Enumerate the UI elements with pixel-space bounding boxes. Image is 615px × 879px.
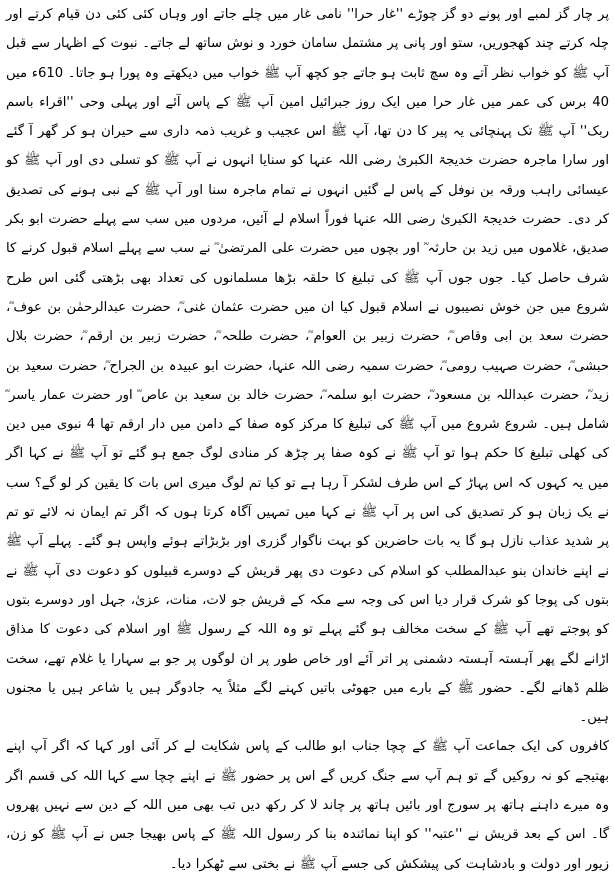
paragraph-abu-talib: کافروں کی ایک جماعت آپ ﷺ کے چچا جناب ابو طالب کے پاس شکایت لے کر آئی اور کہا کہ اگر آپ اپنے بھتیجے کو نہ روکیں گے تو ہم آپ سے جنگ کریں گے اس پر حضور ﷺ نے اپنے چچا سے کہا اللہ کی قسم اگر وہ میرے داہنے ہاتھ پر سورج اور بائیں ہاتھ پر چاند لا کر رکھ دیں تب بھی میں اللہ کے دین سے نہیں پھروں گا۔ اس کے بعد قریش نے ''عتبہ'' کو اپنا نمائندہ بنا کر رسول اللہ ﷺ کے پاس بھیجا جس نے آپ ﷺ کو زن، زیور اور دولت و بادشاہت کی پیشکش کی جسے آپ ﷺ نے بختی سے ٹھکرا دیا۔ bbox=[6, 739, 609, 872]
document-page bbox=[6, 0, 609, 872]
paragraph-prophethood: پر چار گز لمبے اور پونے دو گز چوڑے ''غار حرا'' نامی غار میں چلے جاتے اور وہاں کئی کئی دن قیام کرتے اور چلہ کرتے چند کھجوریں، ستو اور پانی پر مشتمل سامان خورد و نوش ساتھ لے جاتے۔ نبوت کے اظہار سے قبل آپ ﷺ کو خواب نظر آتے وہ سچ ثابت ہو جاتے جو کچھ آپ ﷺ خواب میں دیکھتے وہ پورا ہو جاتا۔ 610ء میں 40 برس کی عمر میں غار حرا میں ایک روز جبرائیل امین آپ ﷺ کے پاس آئے اور پہلی وحی ''اقراء باسم ربک'' آپ ﷺ تک پہنچائی یہ پیر کا دن تھا، آپ ﷺ اس عجیب و غریب ذمہ داری سے حیران ہو کر گھر آ گئے اور سارا ماجرہ حضرت خدیجۃ الکبریٰ رضی اللہ عنہا کو سنایا انہوں نے آپ ﷺ کو تسلی دی اور آپ ﷺ کو عیسائی راہب ورقہ بن نوفل کے پاس لے گئیں انہوں نے تمام ماجرہ سنا اور آپ ﷺ کے نبی ہونے کی تصدیق کر دی۔ حضرت خدیجۃ الکبریٰ رضی اللہ عنہا فوراً اسلام لے آئیں، مردوں میں سب سے پہلے حضرت ابو بکر صدیق، غلاموں میں زید بن حارثہ ؓ اور بچوں میں حضرت علی المرتضیٰ ؓ نے سب سے پہلے اسلام قبول کرنے کا شرف حاصل کیا۔ جوں جوں آپ ﷺ کی تبلیغ کا حلقہ بڑھا مسلمانوں کی تعداد بھی بڑھتی گئی اس طرح شروع میں جن خوش نصیبوں نے اسلام قبول کیا ان میں حضرت عثمان غنی ؓ، حضرت عبدالرحمٰن بن عوف ؓ، حضرت سعد بن ابی وقاص ؓ، حضرت زبیر بن العوام ؓ، حضرت طلحہ ؓ، حضرت زبیر بن ارقم ؓ، حضرت بلال حبشی ؓ، حضرت صہیب رومی ؓ، حضرت سمیہ رضی اللہ عنہا، حضرت ابو عبیدہ بن الجراح ؓ، حضرت سعید بن زید ؓ، حضرت عبداللہ بن مسعود ؓ، حضرت ابو سلمہ ؓ، حضرت خالد بن سعید بن عاص ؓ اور حضرت عمار یاسر ؓ شامل ہیں۔ شروع شروع میں آپ ﷺ کی تبلیغ کا مرکز کوہ صفا کے دامن میں دار ارقم تھا 4 نبوی میں دین کی کھلی تبلیغ کا حکم ہوا تو آپ ﷺ نے کوہ صفا پر چڑھ کر منادی لوگ جمع ہو گئے تو آپ ﷺ نے کہا اگر میں یہ کہوں کہ اس پہاڑ کے اس طرف لشکر آ رہا ہے تو کیا تم لوگ میری اس بات کا یقین کر لو گے؟ سب نے یک زبان ہو کر تصدیق کی اس پر آپ ﷺ نے کہا میں تمہیں آگاہ کرتا ہوں کہ اگر تم ایمان نہ لائے تو تم پر شدید عذاب نازل ہو گا یہ بات حاضرین کو بہت ناگوار گزری اور بڑبڑاتے ہوئے واپس ہو گئے۔ پہلے آپ ﷺ نے اپنے خاندان بنو عبدالمطلب کو اسلام کی دعوت دی پھر قریش کے دوسرے قبیلوں کو دعوت دی آپ ﷺ نے بتوں کی پوجا کو شرک قرار دیا اس کی وجہ سے مکہ کے قریش جو لات، منات، عزیٰ، جہل اور دوسرے بتوں کو پوجتے تھے آپ ﷺ کے سخت مخالف ہو گئے پہلے تو وہ اللہ کے رسول ﷺ اور اسلام کی دعوت کا مذاق اڑانے لگے پھر آہستہ آہستہ دشمنی پر اتر آئے اور خاص طور پر ان لوگوں پر جو بے سہارا یا غلام تھے، سخت ظلم ڈھانے لگے۔ حضور ﷺ کے بارے میں جھوٹی باتیں کہنے لگے مثلاً یہ جادوگر ہیں یا شاعر ہیں یا مجنوں ہیں۔ bbox=[6, 7, 609, 726]
